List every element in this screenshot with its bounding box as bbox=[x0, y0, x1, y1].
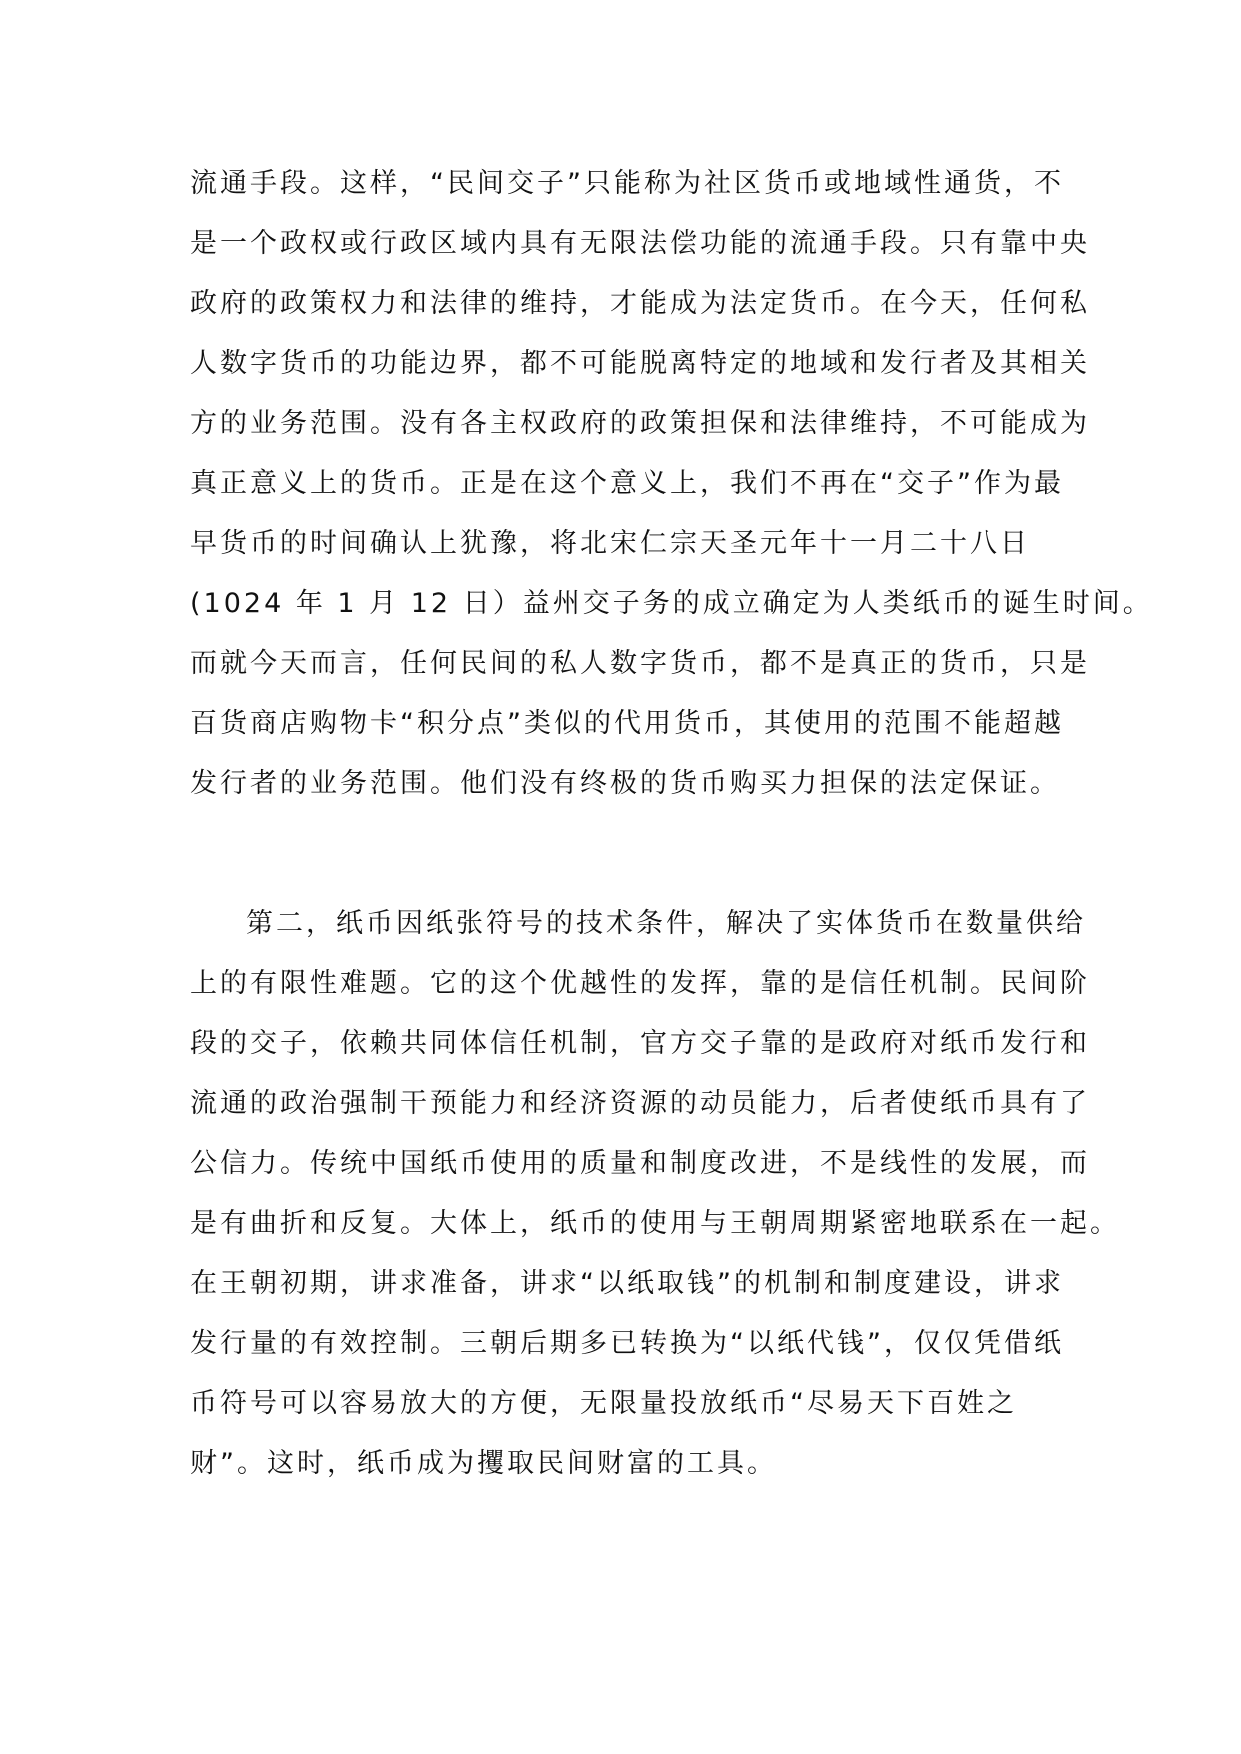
paragraph-2-line-8: 发行量的有效控制。三朝后期多已转换为“以纸代钱”，仅仅凭借纸 bbox=[190, 1328, 1064, 1359]
paragraph-2-line-1: 第二，纸币因纸张符号的技术条件，解决了实体货币在数量供给 bbox=[246, 908, 1086, 939]
paragraph-2-line-7: 在王朝初期，讲求准备，讲求“以纸取钱”的机制和制度建设，讲求 bbox=[190, 1268, 1064, 1299]
paragraph-1-line-11: 发行者的业务范围。他们没有终极的货币购买力担保的法定保证。 bbox=[190, 768, 1060, 799]
paragraph-1-line-7: 早货币的时间确认上犹豫，将北宋仁宗天圣元年十一月二十八日 bbox=[190, 528, 1030, 559]
paragraph-1-line-1: 流通手段。这样，“民间交子”只能称为社区货币或地域性通货，不 bbox=[190, 168, 1064, 199]
paragraph-2-line-2: 上的有限性难题。它的这个优越性的发挥，靠的是信任机制。民间阶 bbox=[190, 968, 1090, 999]
paragraph-1-line-10: 百货商店购物卡“积分点”类似的代用货币，其使用的范围不能超越 bbox=[190, 708, 1064, 739]
paragraph-2-line-10: 财”。这时，纸币成为攫取民间财富的工具。 bbox=[190, 1448, 777, 1479]
paragraph-2-line-5: 公信力。传统中国纸币使用的质量和制度改进，不是线性的发展，而 bbox=[190, 1148, 1090, 1179]
paragraph-1-line-3: 政府的政策权力和法律的维持，才能成为法定货币。在今天，任何私 bbox=[190, 288, 1090, 319]
paragraph-1-line-2: 是一个政权或行政区域内具有无限法偿功能的流通手段。只有靠中央 bbox=[190, 228, 1090, 259]
paragraph-2-line-3: 段的交子，依赖共同体信任机制，官方交子靠的是政府对纸币发行和 bbox=[190, 1028, 1090, 1059]
paragraph-1-line-9: 而就今天而言，任何民间的私人数字货币，都不是真正的货币，只是 bbox=[190, 648, 1090, 679]
paragraph-1-line-4: 人数字货币的功能边界，都不可能脱离特定的地域和发行者及其相关 bbox=[190, 348, 1090, 379]
paragraph-1-line-5: 方的业务范围。没有各主权政府的政策担保和法律维持，不可能成为 bbox=[190, 408, 1090, 439]
paragraph-1-line-8: (1024 年 1 月 12 日）益州交子务的成立确定为人类纸币的诞生时间。 bbox=[190, 588, 1153, 619]
paragraph-1-line-6: 真正意义上的货币。正是在这个意义上，我们不再在“交子”作为最 bbox=[190, 468, 1064, 499]
paragraph-2-line-4: 流通的政治强制干预能力和经济资源的动员能力，后者使纸币具有了 bbox=[190, 1088, 1090, 1119]
paragraph-2-line-9: 币符号可以容易放大的方便，无限量投放纸币“尽易天下百姓之 bbox=[190, 1388, 1017, 1419]
paragraph-2-line-6: 是有曲折和反复。大体上，纸币的使用与王朝周期紧密地联系在一起。 bbox=[190, 1208, 1120, 1239]
